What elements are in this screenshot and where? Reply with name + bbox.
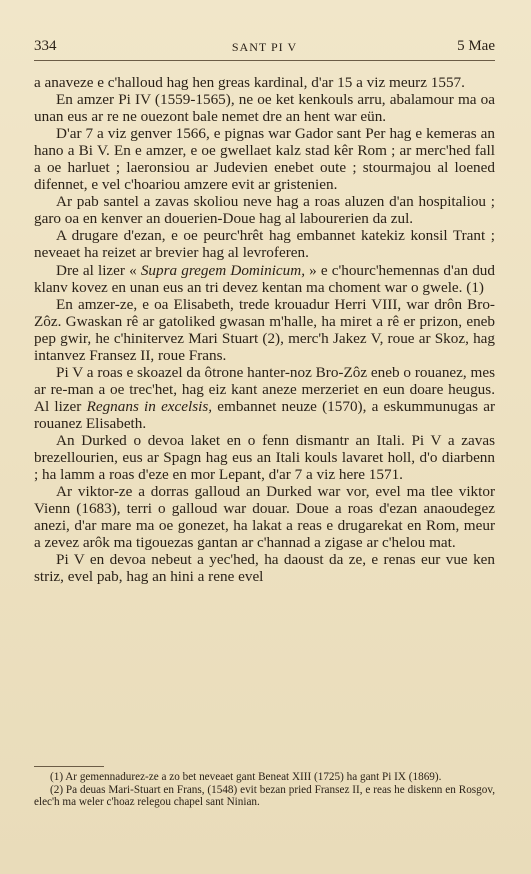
paragraph: En amzer Pi IV (1559-1565), ne oe ket kenkouls arru, abalamour ma oa unan eus ar re ne ouezont bale nemet dre an hent war eün. [34,91,495,126]
paragraph-text: embannet neuze (1570), a eskummunugas ar rouanez Elisabeth. [34,397,496,432]
latin-title: Supra gregem Dominicum, [140,261,306,279]
paragraph: A drugare d'ezan, e oe peurc'hrêt hag embannet katekiz konsil Trant ; neveaet ha reizet ar brevier hag al levroferen. [34,227,495,262]
paragraph [34,262,495,296]
page-number: 334 [34,38,57,54]
paragraph-text: Dre al lizer « [56,261,141,279]
page-header [34,36,495,56]
header-date: 5 Mae [457,38,495,54]
paragraph: En amzer-ze, e oa Elisabeth, trede krouadur Herri VIII, war drôn Bro-Zôz. Gwaskan rê ar gatoliked gwasan m'halle, ha miret a rê er prizon, eneb pep gwir, he c'hinitervez Mari Stuart (2), merc'h Jakez V, roue ar Skoz, hag intanvez Fransez II, roue Frans. [34,295,495,364]
paragraph: An Durked o devoa laket en o fenn dismantr an Itali. Pi V a zavas brezellourien, eus ar Spagn hag eus an Itali kouls lavaret holl, d'o diarbenn ; ha lamm a roas d'eze en mor Lepant, d'ar 7 a viz here 1571. [34,431,495,484]
paragraph: Ar pab santel a zavas skoliou neve hag a roas aluzen d'an hospitaliou ; garo oa en kenver an douerien-Doue hag al labourerien da zul. [34,193,495,228]
footnote: (1) Ar gemennadurez-ze a zo bet neveaet gant Beneat XIII (1725) ha gant Pi IX (1869). [50,771,442,783]
body-text [34,74,495,585]
latin-title: Regnans in excelsis, [86,397,213,415]
paragraph: a anaveze e c'halloud hag hen greas kardinal, d'ar 15 a viz meurz 1557. [34,74,465,91]
header-rule [34,60,495,61]
footnotes [34,771,495,809]
footnote-rule [34,766,104,767]
running-title: SANT PI V [231,40,298,54]
paragraph [34,364,495,432]
paragraph-text: » e c'hourc'hemennas d'an dud klanv kovez en unan eus an tri devez kentan ma choment war o gwele. (1) [34,261,495,296]
footnote: (2) Pa deuas Mari-Stuart en Frans, (1548) evit bezan pried Fransez II, e reas he diskenn en Rosgov, elec'h ma weler c'hoaz relegou chapel sant Ninian. [34,783,495,809]
paragraph: D'ar 7 a viz genver 1566, e pignas war Gador sant Per hag e kemeras an hano a Bi V. En e amzer, e oe gwellaet kalz stad kêr Rom ; ar merc'hed fall a oe harluet ; laeronsiou ar Judevien enebet oute ; stourmajou al loened difennet, e vel c'hoariou amzere evit ar gristenien. [34,125,495,194]
paragraph: Ar viktor-ze a dorras galloud an Durked war vor, evel ma tlee viktor Vienn (1683), terri o galloud war douar. Doue a roas d'ezan anaoudegez anezi, d'ar mare ma oe gonezet, ha lakat a reas e drugarekat en Rom, meur a zevez arôk ma tigouezas gantan ar c'hannad a zigase ar c'helou mat. [34,483,495,552]
paragraph: Pi V en devoa nebeut a yec'hed, ha daoust da ze, e renas eur vue ken striz, evel pab, hag an hini a rene evel [34,551,495,586]
paragraph-text: Pi V a roas e skoazel da ôtrone hanter-noz Bro-Zôz eneb o rouanez, mes ar re-man a oe trec'het, hag eiz kant aneze merzeriet en eun doare heugus. Al lizer [34,363,495,415]
